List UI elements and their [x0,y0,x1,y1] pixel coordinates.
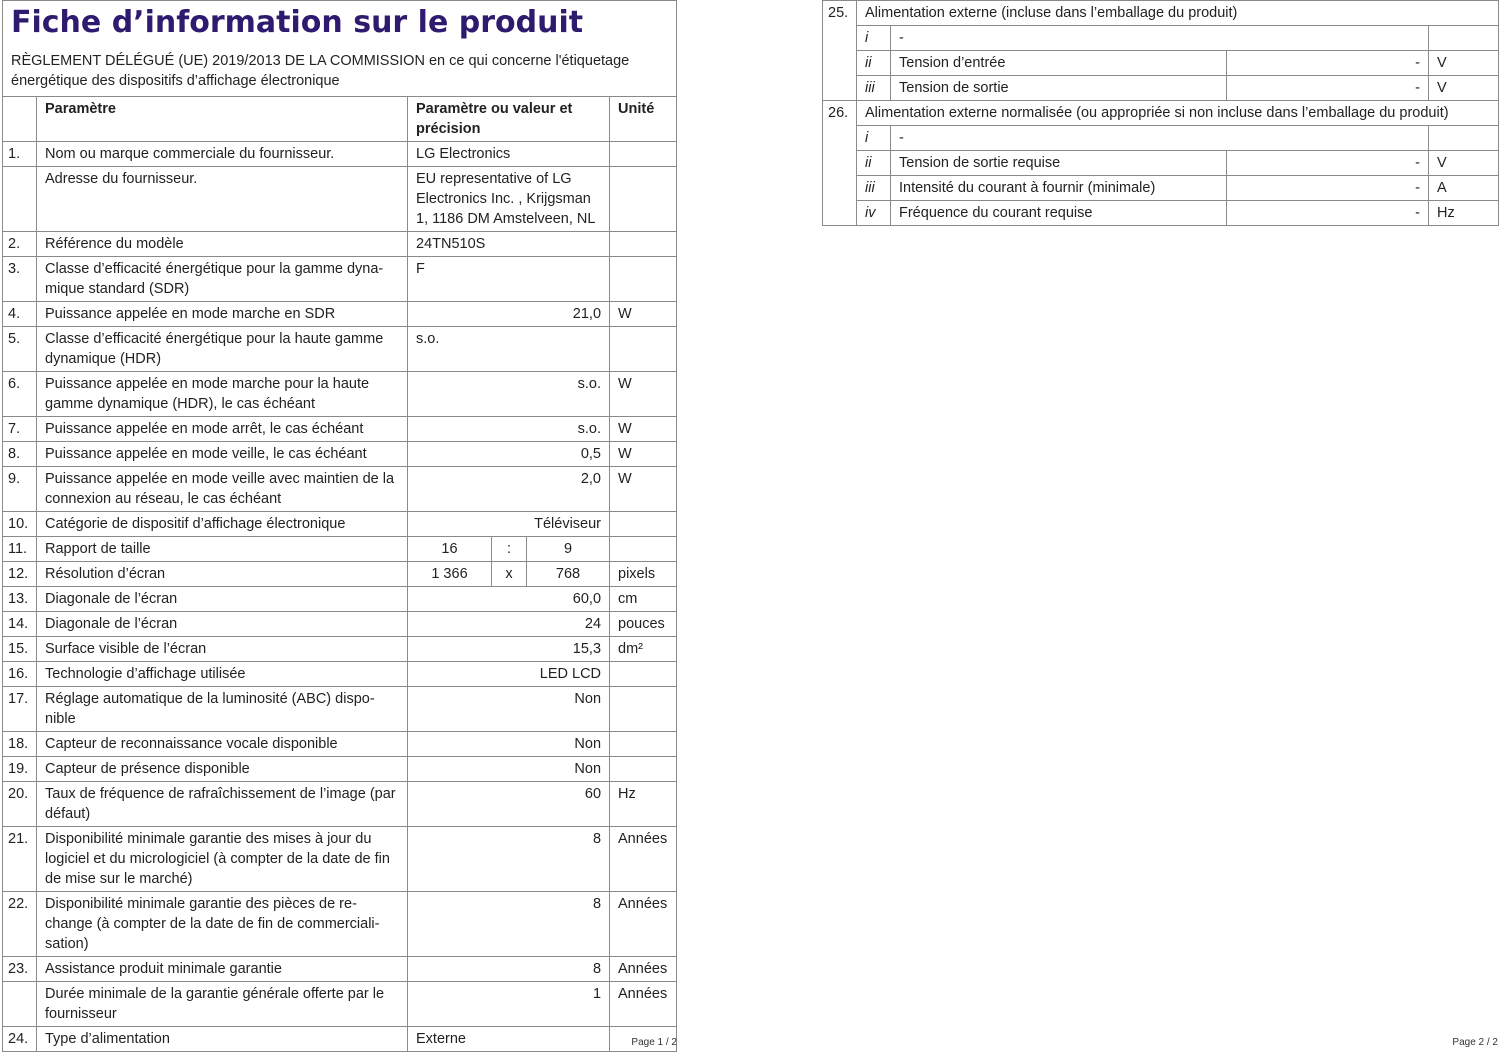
table-row [3,757,677,782]
table-row [3,372,677,417]
row-value: 60,0 [408,587,610,612]
row-unit [610,257,677,302]
row-value-a: 16 [408,537,492,562]
sub-item-unit: Hz [1429,201,1499,226]
row-value: 0,5 [408,442,610,467]
table-row [3,467,677,512]
row-value: 8 [408,957,610,982]
row-number: 18. [3,732,37,757]
row-value: 60 [408,782,610,827]
section-row [823,1,1499,26]
row-unit [610,757,677,782]
row-label: Diagonale de l’écran [37,587,408,612]
table-row [3,827,677,892]
table-row [3,587,677,612]
sub-item-unit: A [1429,176,1499,201]
table-row [3,982,677,1027]
header-unit: Unité [610,97,677,142]
sub-item-index: i [857,26,891,51]
sub-item-unit [1429,26,1499,51]
sub-item-index: iii [857,176,891,201]
row-unit: W [610,372,677,417]
row-value: 1 [408,982,610,1027]
row-value: LED LCD [408,662,610,687]
sub-item-label: Tension d’entrée [891,51,1227,76]
row-unit: Hz [610,782,677,827]
sub-item-row [823,201,1499,226]
row-value: s.o. [408,417,610,442]
row-label: Puissance appelée en mode marche en SDR [37,302,408,327]
row-label: Adresse du fournisseur. [37,167,408,232]
subtitle-line-2: énergétique des dispositifs d’affichage électronique [11,73,340,89]
header-param: Paramètre [37,97,408,142]
row-value: Non [408,687,610,732]
row-unit [610,327,677,372]
row-number: 20. [3,782,37,827]
table-row [3,732,677,757]
row-number: 14. [3,612,37,637]
row-value: EU representative of LG Electronics Inc. , Krijgsman 1, 1186 DM Amstelveen, NL [408,167,610,232]
sub-item-label: Tension de sortie requise [891,151,1227,176]
row-value: Téléviseur [408,512,610,537]
table-row [3,417,677,442]
row-label: Diagonale de l’écran [37,612,408,637]
row-label: Classe d’efficacité énergétique pour la haute gamme dynamique (HDR) [37,327,408,372]
row-value: 24 [408,612,610,637]
row-unit: W [610,302,677,327]
row-label: Nom ou marque commerciale du fournisseur. [37,142,408,167]
row-value: 21,0 [408,302,610,327]
row-label: Taux de fréquence de rafraîchissement de l’image (par défaut) [37,782,408,827]
row-value: 24TN510S [408,232,610,257]
row-number: 5. [3,327,37,372]
sub-item-index: i [857,126,891,151]
row-label: Référence du modèle [37,232,408,257]
row-value: Non [408,757,610,782]
row-value: s.o. [408,372,610,417]
row-value: 2,0 [408,467,610,512]
table-row [3,892,677,957]
table-row [3,142,677,167]
section-number: 26. [823,101,857,226]
row-number: 8. [3,442,37,467]
row-number: 10. [3,512,37,537]
row-number: 21. [3,827,37,892]
table-row [3,302,677,327]
row-number: 16. [3,662,37,687]
row-number: 1. [3,142,37,167]
row-unit: Années [610,982,677,1027]
row-number: 7. [3,417,37,442]
sub-item-label: Fréquence du courant requise [891,201,1227,226]
row-value: LG Electronics [408,142,610,167]
sub-item-index: iii [857,76,891,101]
row-label: Capteur de présence disponible [37,757,408,782]
header-value [408,97,610,142]
table-row [3,442,677,467]
table-row [3,512,677,537]
page-title: Fiche d’information sur le produit [11,5,584,40]
header-value-line-2: précision [416,121,481,137]
sub-item-index: ii [857,51,891,76]
sub-item-unit: V [1429,76,1499,101]
page-2 [822,0,1498,1050]
row-label: Type d’alimentation [37,1027,408,1052]
row-value: Externe [408,1027,610,1052]
table-row [3,257,677,302]
table-row [3,612,677,637]
row-unit: cm [610,587,677,612]
sub-item-unit: V [1429,51,1499,76]
table-row [3,662,677,687]
section-row [823,101,1499,126]
row-value: 8 [408,827,610,892]
row-number: 22. [3,892,37,957]
sub-item-row [823,76,1499,101]
sub-item-row [823,26,1499,51]
row-number: 9. [3,467,37,512]
row-unit [610,232,677,257]
table-row [3,562,677,587]
sub-item-row [823,51,1499,76]
table-row [3,327,677,372]
row-unit: W [610,442,677,467]
row-value: 15,3 [408,637,610,662]
row-number: 13. [3,587,37,612]
row-number: 11. [3,537,37,562]
row-value: F [408,257,610,302]
row-number: 19. [3,757,37,782]
row-value: 8 [408,892,610,957]
sub-item-unit [1429,126,1499,151]
row-unit: W [610,417,677,442]
sub-item-label: Tension de sortie [891,76,1227,101]
table-row [3,167,677,232]
row-unit: dm² [610,637,677,662]
row-number [3,982,37,1027]
row-label: Puissance appelée en mode marche pour la haute gamme dynamique (HDR), le cas échéant [37,372,408,417]
table-row [3,232,677,257]
table-row [3,957,677,982]
row-label: Puissance appelée en mode arrêt, le cas échéant [37,417,408,442]
row-label: Assistance produit minimale garantie [37,957,408,982]
row-value-b: 9 [527,537,610,562]
document-header [2,0,677,96]
row-unit [610,732,677,757]
row-unit [610,537,677,562]
row-number: 4. [3,302,37,327]
row-label: Catégorie de dispositif d’affichage électronique [37,512,408,537]
row-label: Disponibilité minimale garantie des mises à jour du logiciel et du micrologiciel (à compter de la date de fin de mise sur le marché) [37,827,408,892]
row-number: 6. [3,372,37,417]
row-unit [610,167,677,232]
table-row [3,782,677,827]
regulation-subtitle [11,51,668,91]
row-label: Puissance appelée en mode veille, le cas échéant [37,442,408,467]
row-number: 17. [3,687,37,732]
row-unit: pouces [610,612,677,637]
table-row [3,1027,677,1052]
power-supply-body [823,1,1499,226]
row-value: Non [408,732,610,757]
row-label: Surface visible de l’écran [37,637,408,662]
table-row [3,637,677,662]
sub-item-index: ii [857,151,891,176]
row-label: Durée minimale de la garantie générale offerte par le fournisseur [37,982,408,1027]
header-num [3,97,37,142]
sub-item-row [823,176,1499,201]
row-number: 2. [3,232,37,257]
row-unit [610,142,677,167]
row-value-b: 768 [527,562,610,587]
row-label: Capteur de reconnaissance vocale disponible [37,732,408,757]
row-number: 3. [3,257,37,302]
sub-item-unit: V [1429,151,1499,176]
subtitle-line-1: RÈGLEMENT DÉLÉGUÉ (UE) 2019/2013 DE LA COMMISSION en ce qui concerne l'étiquetage [11,53,630,69]
row-label: Disponibilité minimale garantie des pièces de re-change (à compter de la date de fin de commerciali-sation) [37,892,408,957]
sub-item-label: - [891,126,1429,151]
row-value-a: 1 366 [408,562,492,587]
sub-item-row [823,126,1499,151]
page-1 [2,0,677,1050]
row-value-separator: : [492,537,527,562]
table-body [3,142,677,1052]
page-footer: Page 2 / 2 [1452,1037,1498,1048]
sub-item-value: - [1227,151,1429,176]
sub-item-index: iv [857,201,891,226]
section-title: Alimentation externe normalisée (ou appropriée si non incluse dans l’emballage du produit) [857,101,1499,126]
product-info-table [2,96,677,1052]
sub-item-value: - [1227,176,1429,201]
sub-item-value: - [1227,76,1429,101]
row-unit [610,662,677,687]
sub-item-value: - [1227,201,1429,226]
row-unit [610,687,677,732]
row-unit: pixels [610,562,677,587]
row-number: 12. [3,562,37,587]
row-label: Réglage automatique de la luminosité (ABC) dispo-nible [37,687,408,732]
row-unit: Années [610,827,677,892]
sub-item-row [823,151,1499,176]
row-label: Technologie d’affichage utilisée [37,662,408,687]
section-number: 25. [823,1,857,101]
row-unit [610,512,677,537]
row-unit: W [610,467,677,512]
row-label: Rapport de taille [37,537,408,562]
table-header-row [3,97,677,142]
page-footer: Page 1 / 2 [631,1037,677,1048]
sub-item-value: - [1227,51,1429,76]
row-number: 24. [3,1027,37,1052]
sub-item-label: Intensité du courant à fournir (minimale) [891,176,1227,201]
row-label: Classe d’efficacité énergétique pour la gamme dyna-mique standard (SDR) [37,257,408,302]
section-title: Alimentation externe (incluse dans l’emballage du produit) [857,1,1499,26]
row-number: 15. [3,637,37,662]
row-value: s.o. [408,327,610,372]
row-number: 23. [3,957,37,982]
sub-item-label: - [891,26,1429,51]
row-label: Résolution d’écran [37,562,408,587]
row-unit: Années [610,892,677,957]
header-value-line-1: Paramètre ou valeur et [416,101,573,117]
row-unit: Années [610,957,677,982]
power-supply-table [822,0,1499,226]
row-value-separator: x [492,562,527,587]
row-label: Puissance appelée en mode veille avec maintien de la connexion au réseau, le cas échéant [37,467,408,512]
table-row [3,687,677,732]
table-row [3,537,677,562]
row-number [3,167,37,232]
